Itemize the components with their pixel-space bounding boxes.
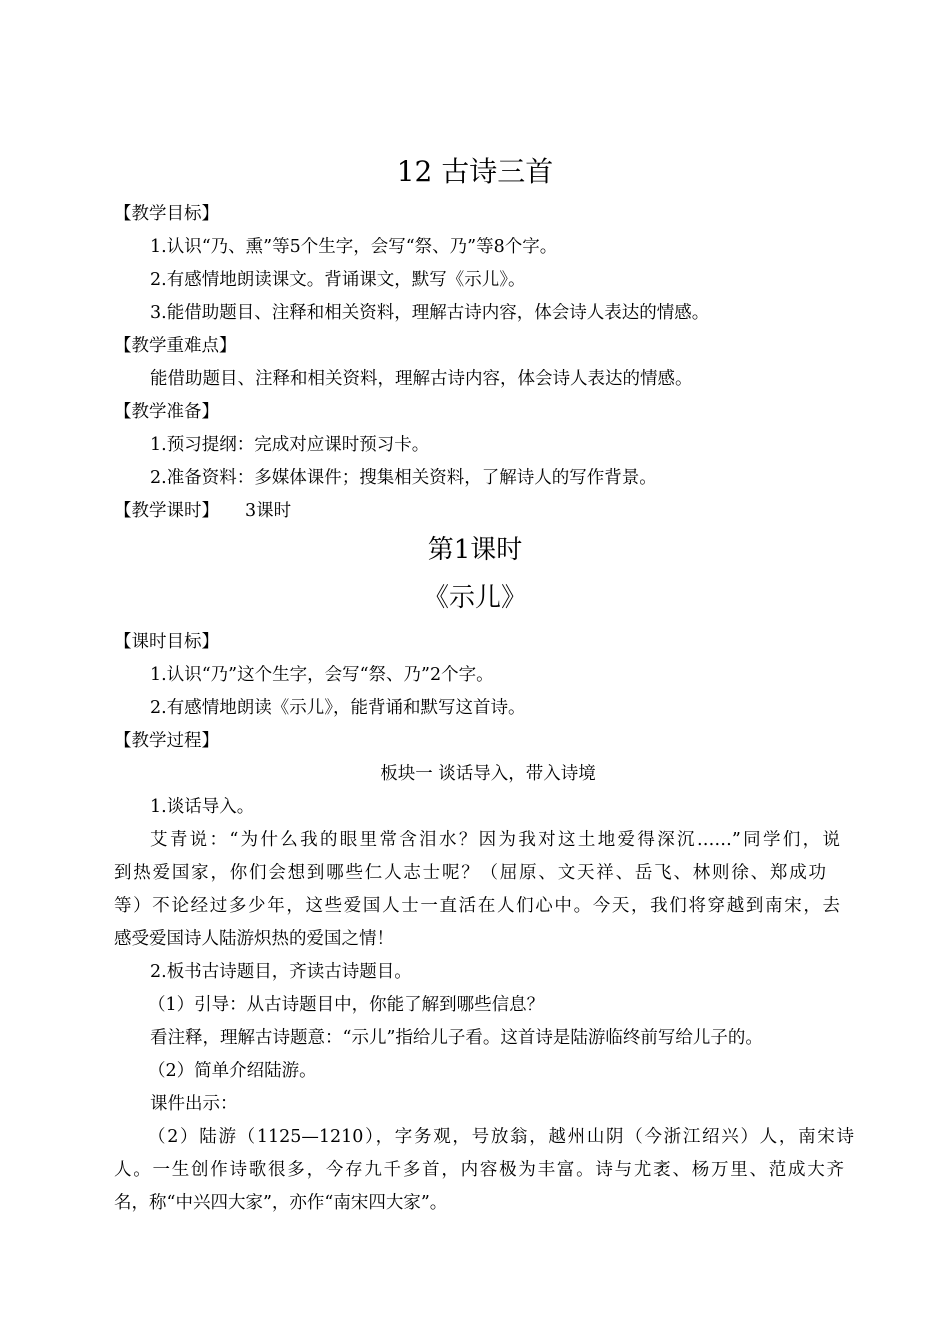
paragraph-line: 艾青说：“为什么我的眼里常含泪水？因为我对这土地爱得深沉……”同学们，说	[150, 830, 840, 850]
key-points-text: 能借助题目、注释和相关资料，理解古诗内容，体会诗人表达的情感。	[150, 369, 693, 389]
prep-item-1: 1.预习提纲：完成对应课时预习卡。	[150, 435, 430, 455]
paragraph-line: 到热爱国家，你们会想到哪些仁人志士呢？（屈原、文天祥、岳飞、林则徐、郑成功	[114, 863, 826, 883]
step-2: 2.板书古诗题目，齐读古诗题目。	[150, 962, 412, 982]
title-explanation: 看注释，理解古诗题意：“示儿”指给儿子看。这首诗是陆游临终前写给儿子的。	[150, 1028, 763, 1048]
goals-heading: 【教学目标】	[114, 204, 219, 224]
courseware-label: 课件出示：	[150, 1094, 238, 1114]
hours-value: 3课时	[245, 501, 292, 521]
process-heading: 【教学过程】	[114, 731, 219, 751]
lesson-goal-2: 2.有感情地朗读《示儿》，能背诵和默写这首诗。	[150, 698, 526, 718]
hours-heading: 【教学课时】	[114, 501, 219, 521]
step-1: 1.谈话导入。	[150, 797, 255, 817]
paragraph-line: 等）不论经过多少年，这些爱国人士一直活在人们心中。今天，我们将穿越到南宋，去	[114, 896, 840, 916]
goal-item-3: 3.能借助题目、注释和相关资料，理解古诗内容，体会诗人表达的情感。	[150, 303, 710, 323]
goal-item-1: 1.认识“乃、熏”等5个生字，会写“祭、乃”等8个字。	[150, 237, 558, 257]
paragraph-line: 感受爱国诗人陆游炽热的爱国之情！	[114, 929, 394, 949]
step-2-1: （1）引导：从古诗题目中，你能了解到哪些信息？	[148, 995, 545, 1015]
lesson-goal-1: 1.认识“乃”这个生字，会写“祭、乃”2个字。	[150, 665, 494, 685]
bio-line: （2）陆游（1125—1210），字务观，号放翁，越州山阴（今浙江绍兴）人，南宋诗	[148, 1127, 854, 1147]
page-title: 12 古诗三首	[396, 155, 554, 188]
lesson-goals-heading: 【课时目标】	[114, 632, 219, 652]
poem-title: 《示儿》	[422, 583, 527, 613]
key-points-heading: 【教学重难点】	[114, 336, 237, 356]
bio-line: 人。一生创作诗歌很多，今存九千多首，内容极为丰富。诗与尤袤、杨万里、范成大齐	[114, 1160, 844, 1180]
prep-item-2: 2.准备资料：多媒体课件；搜集相关资料，了解诗人的写作背景。	[150, 468, 657, 488]
step-2-2: （2）简单介绍陆游。	[148, 1061, 317, 1081]
goal-item-2: 2.有感情地朗读课文。背诵课文，默写《示儿》。	[150, 270, 526, 290]
block-title: 板块一 谈话导入，带入诗境	[380, 764, 596, 784]
prep-heading: 【教学准备】	[114, 402, 219, 422]
hours-row	[114, 499, 854, 523]
lesson-title: 第1课时	[427, 535, 523, 565]
bio-line: 名，称“中兴四大家”，亦作“南宋四大家”。	[114, 1193, 448, 1213]
